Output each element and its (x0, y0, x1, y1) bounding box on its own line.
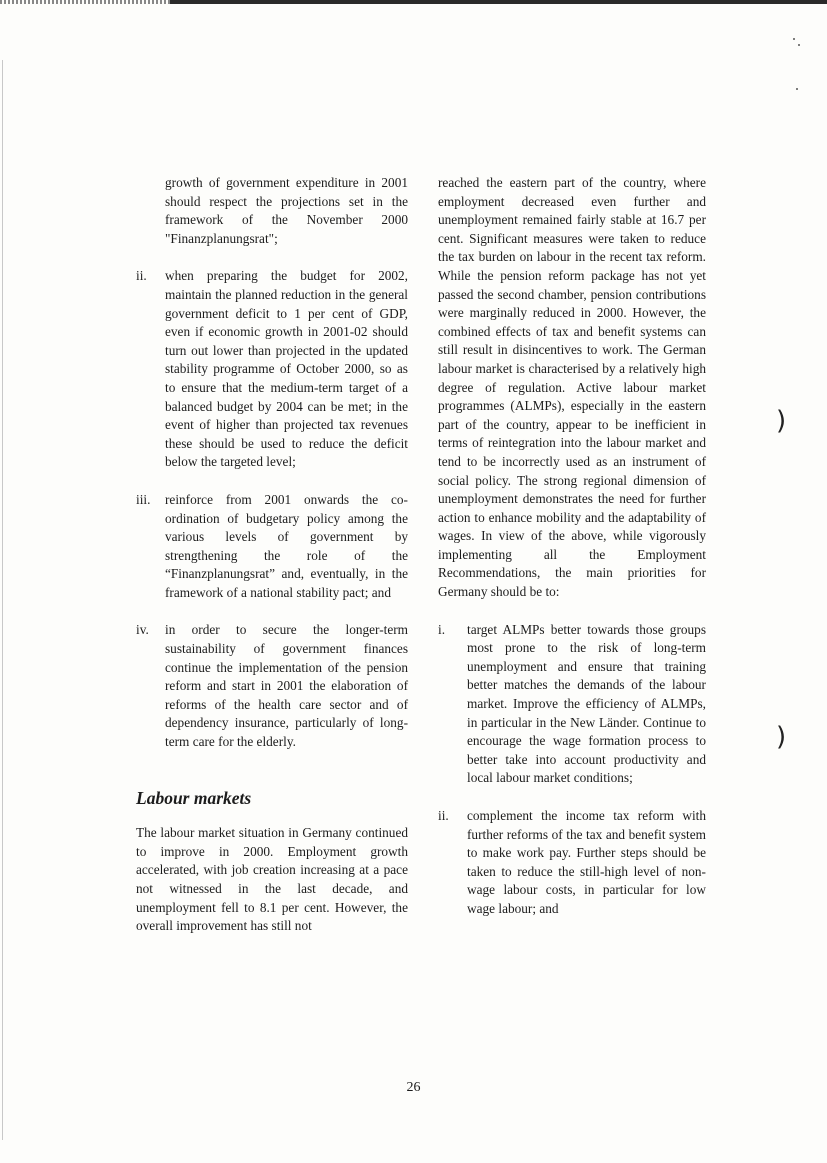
right-column (438, 174, 706, 938)
item-text: target ALMPs better towards those groups most prone to the risk of long-term unemployment and ensure that training better matches the demands of the labour market. Improve the efficiency of ALMPs, in particular in the New Länder. Continue to encourage the wage formation process to better take into account productivity and local labour market conditions; (467, 621, 706, 786)
body-paragraph: The labour market situation in Germany continued to improve in 2000. Employment growth accelerated, with job creation increasing at a pace not witnessed in the last decade, and unemployment fell to 8.1 per cent. However, the overall improvement has still not (136, 825, 408, 934)
recommendation-item-iii (136, 491, 408, 603)
scan-edge-line (2, 60, 3, 1140)
left-column (136, 174, 408, 936)
item-text: reinforce from 2001 onwards the co-ordination of budgetary policy among the various levels of government by strengthening the role of the “Finanzplanungsrat” and, eventually, in the framework of a national stability pact; and (165, 491, 408, 600)
priority-item-ii (438, 807, 706, 919)
continuation-text: growth of government expenditure in 2001 should respect the projections set in the framework of the November 2000 "Finanzplanungsrat"; (165, 175, 408, 246)
item-number: ii. (438, 808, 449, 823)
item-text: complement the income tax reform with further reforms of the tax and benefit system to make work pay. Further steps should be taken to reduce the still-high level of non-wage labour costs, in particular for low wage labour; and (467, 808, 706, 916)
scan-speck (793, 38, 795, 40)
body-paragraph: reached the eastern part of the country, where employment decreased even further and unemployment remained fairly stable at 16.7 per cent. Significant measures were taken to reduce the tax burden on labour in the recent tax reform. While the pension reform package has not yet passed the second chamber, pension contributions were marginally reduced in 2000. However, the combined effects of tax and benefit systems can still result in disincentives to work. The German labour market is characterised by a relatively high degree of regulation. Active labour market programmes (ALMPs), especially in the eastern part of the country, appear to be inefficient in terms of reintegration into the labour market and tend to be incorrectly used as an instrument of social policy. The strong regional dimension of unemployment demonstrates the need for further action to enhance mobility and the adaptability of wages. In view of the above, while vigorously implementing all the Employment Recommendations, the main priorities for Germany should be to: (438, 175, 706, 600)
binder-hole-mark: ) (776, 406, 787, 436)
top-border-fade (0, 0, 170, 4)
recommendation-item-iv (136, 621, 408, 751)
item-number: iv. (136, 622, 149, 638)
item-text: when preparing the budget for 2002, maintain the planned reduction in the general government deficit to 1 per cent of GDP, even if economic growth in 2001-02 should turn out lower than projected in the updated stability programme of October 2000, so as to ensure that the medium-term target of a balanced budget by 2004 can be met; in the event of higher than projected tax revenues these should be used to reduce the deficit below the targeted level; (165, 268, 408, 470)
scan-speck (796, 88, 798, 90)
item-text: in order to secure the longer-term sustainability of government finances continue the implementation of the pension reform and start in 2001 the elaboration of reforms of the health care sector and of dependency insurance, particularly of long-term care for the elderly. (165, 622, 408, 750)
item-number: ii. (136, 268, 147, 284)
section-heading: Labour markets (136, 787, 252, 808)
binder-hole-mark: ) (776, 722, 787, 752)
item-number: iii. (136, 491, 151, 507)
priority-item-i (438, 621, 706, 788)
scan-speck (798, 44, 800, 46)
item-number: i. (438, 621, 446, 637)
recommendation-item-ii (136, 267, 408, 472)
page-number: 26 (406, 1080, 421, 1095)
